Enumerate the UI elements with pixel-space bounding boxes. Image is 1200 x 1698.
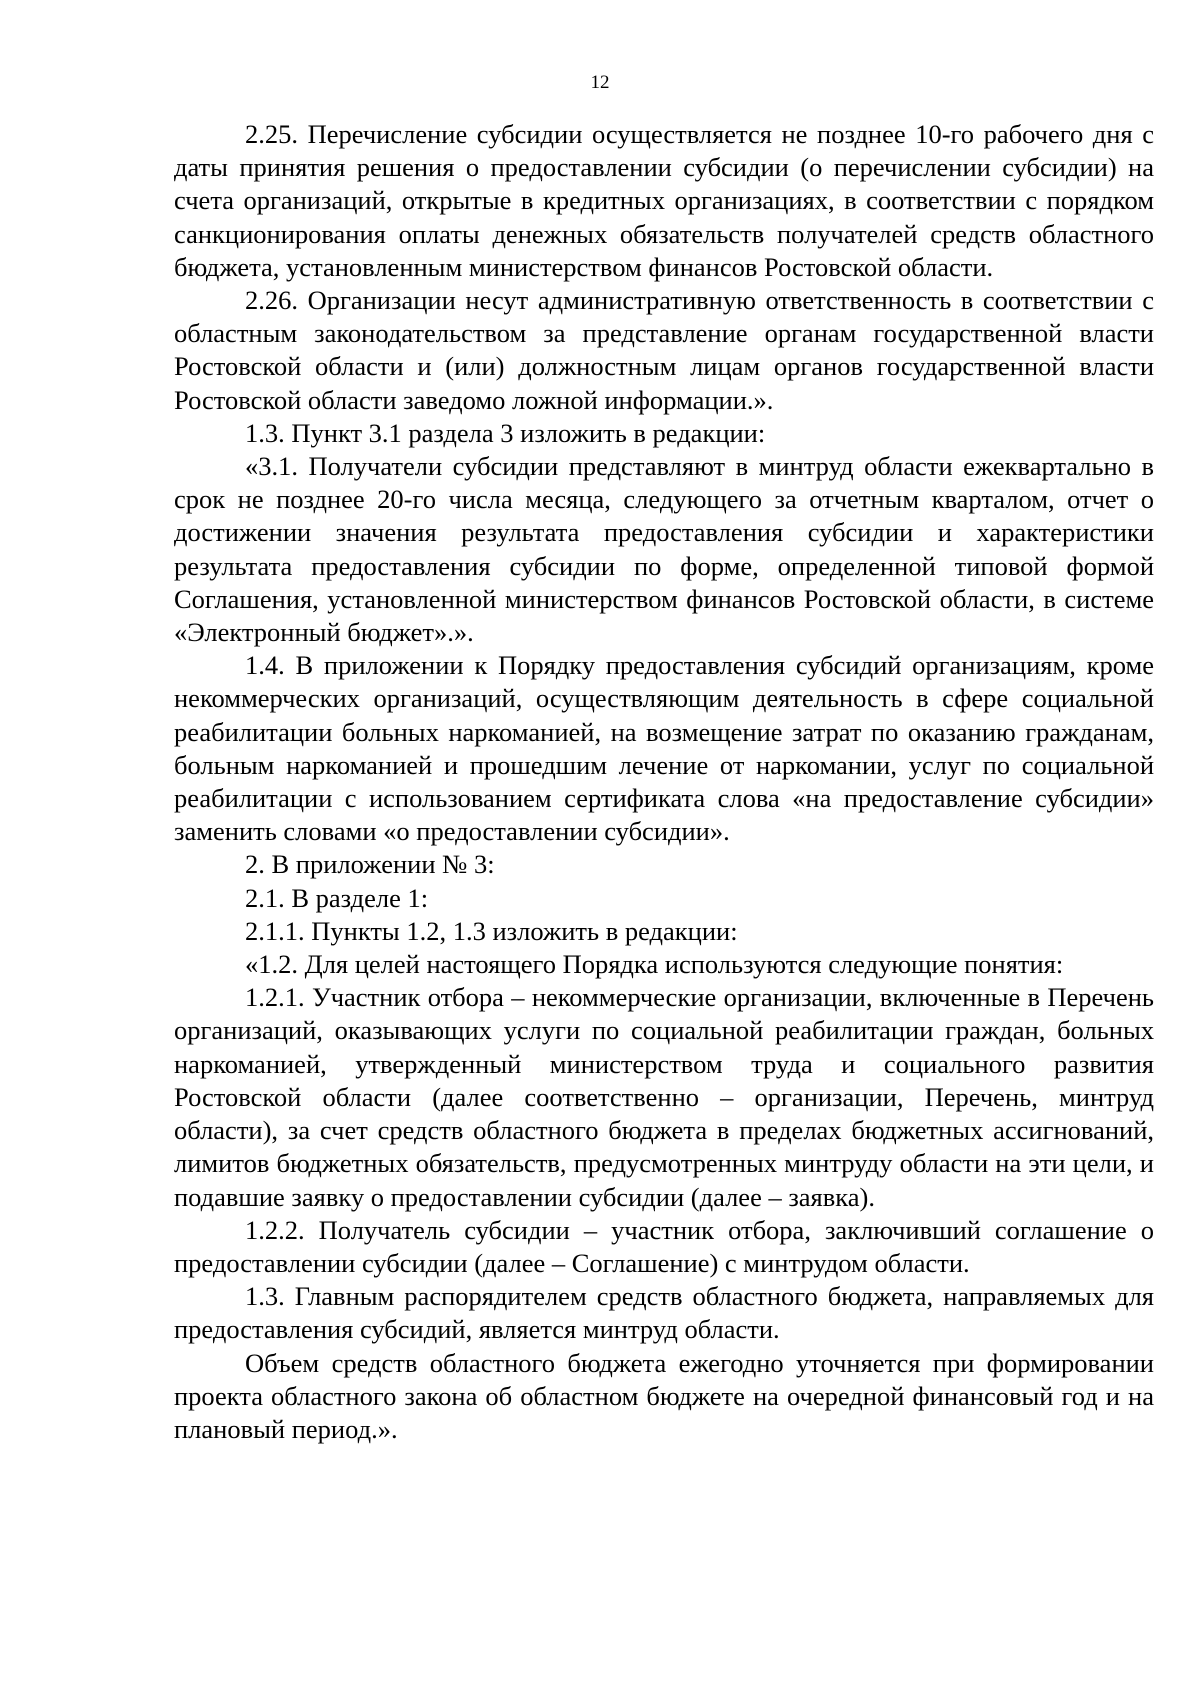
paragraph-1-3-main-distributor: 1.3. Главным распорядителем средств областного бюджета, направляемых для предоставления субсидий, является минтруд области.: [174, 1281, 1154, 1345]
document-body: [174, 118, 1154, 1446]
paragraph-2-1-1: 2.1.1. Пункты 1.2, 1.3 изложить в редакции:: [245, 915, 738, 946]
paragraph-2: 2. В приложении № 3:: [245, 849, 495, 880]
paragraph-1-2: «1.2. Для целей настоящего Порядка используются следующие понятия:: [245, 949, 1064, 980]
paragraph-2-25: 2.25. Перечисление субсидии осуществляется не позднее 10-го рабочего дня с даты принятия решения о предоставлении субсидии (о перечислении субсидии) на счета организаций, открытые в кредитных организациях, в соответствии с порядком санкционирования оплаты денежных обязательств получателей средств областного бюджета, установленным министерством финансов Ростовской области.: [174, 119, 1154, 282]
paragraph-1-2-2: 1.2.2. Получатель субсидии – участник отбора, заключивший соглашение о предоставлении субсидии (далее – Соглашение) с минтрудом области.: [174, 1214, 1154, 1278]
paragraph-1-3: 1.3. Пункт 3.1 раздела 3 изложить в редакции:: [245, 417, 766, 448]
paragraph-2-26: 2.26. Организации несут административную ответственность в соответствии с областным законодательством за представление органам государственной власти Ростовской области и (или) должностным лицам органов государственной власти Ростовской области заведомо ложной информации.».: [174, 285, 1154, 415]
paragraph-1-2-1: 1.2.1. Участник отбора – некоммерческие организации, включенные в Перечень организаций, оказывающих услуги по социальной реабилитации граждан, больных наркоманией, утвержденный министерством труда и социального развития Ростовской области (далее соответственно – организации, Перечень, минтруд области), за счет средств областного бюджета в пределах бюджетных ассигнований, лимитов бюджетных обязательств, предусмотренных минтруду области на эти цели, и подавшие заявку о предоставлении субсидии (далее – заявка).: [174, 982, 1154, 1212]
paragraph-3-1: «3.1. Получатели субсидии представляют в минтруд области ежеквартально в срок не позднее 20-го числа месяца, следующего за отчетным кварталом, отчет о достижении значения результата предоставления субсидии и характеристики результата предоставления субсидии по форме, определенной типовой формой Соглашения, установленной министерством финансов Ростовской области, в системе «Электронный бюджет».».: [174, 451, 1154, 648]
paragraph-2-1: 2.1. В разделе 1:: [245, 882, 429, 913]
page-number: 12: [590, 72, 610, 93]
paragraph-budget-volume: Объем средств областного бюджета ежегодно уточняется при формировании проекта областного закона об областном бюджете на очередной финансовый год и на плановый период.».: [174, 1347, 1154, 1444]
paragraph-1-4: 1.4. В приложении к Порядку предоставления субсидий организациям, кроме некоммерческих организаций, осуществляющим деятельность в сфере социальной реабилитации больных наркоманией, на возмещение затрат по оказанию гражданам, больным наркоманией и прошедшим лечение от наркомании, услуг по социальной реабилитации с использованием сертификата слова «на предоставление субсидии» заменить словами «о предоставлении субсидии».: [174, 650, 1154, 847]
